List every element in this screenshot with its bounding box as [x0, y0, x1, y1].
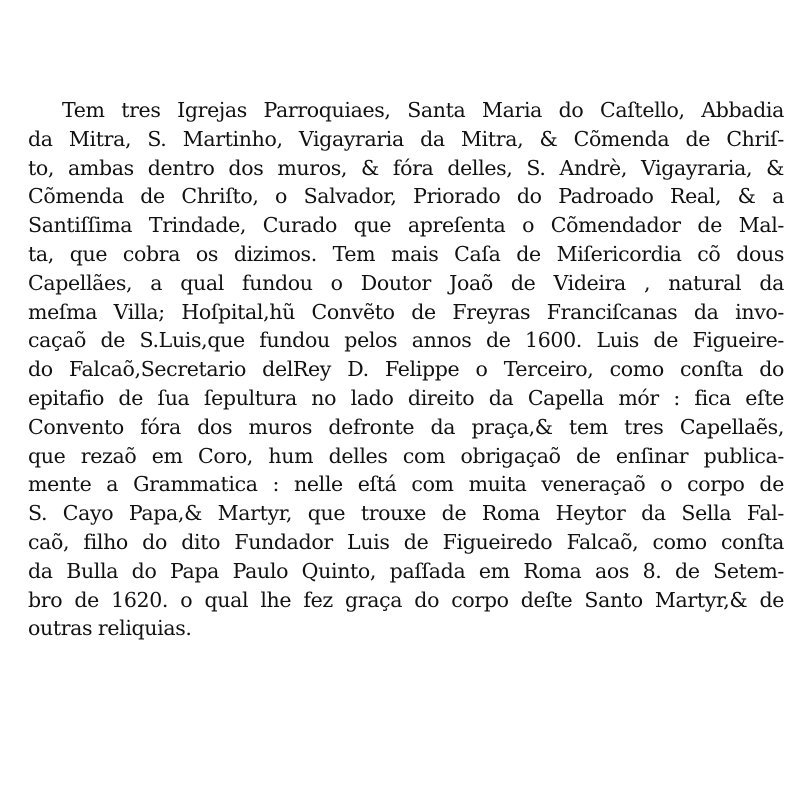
text-line: to, ambas dentro dos muros, & fóra delles, S. Andrè, Vigayraria, & [28, 155, 784, 180]
text-line: do Falcaõ,Secretario delRey D. Felippe o Terceiro, como conſta do [28, 357, 784, 382]
text-line: caõ, filho do dito Fundador Luis de Figueiredo Falcaõ, como conſta [28, 529, 784, 554]
text-line: da Mitra, S. Martinho, Vigayraria da Mitra, & Cõmenda de Chriſ- [28, 126, 784, 151]
text-line: Capellães, a qual fundou o Doutor Joaõ de Videira , natural da [28, 270, 784, 295]
text-line: meſma Villa; Hoſpital,hũ Convẽto de Freyras Franciſcanas da invo- [28, 299, 784, 324]
text-line: que rezaõ em Coro, hum delles com obrigaçaõ de enſinar publica- [28, 443, 784, 468]
text-line: mente a Grammatica : nelle eſtá com muita veneraçaõ o corpo de [28, 472, 784, 497]
text-line: bro de 1620. o qual lhe fez graça do corpo deſte Santo Martyr,& de [28, 587, 784, 612]
text-line: epitafio de ſua ſepultura no lado direito da Capella mór : fica eſte [28, 385, 784, 410]
text-line: Tem tres Igrejas Parroquiaes, Santa Maria do Caſtello, Abbadia [62, 98, 784, 122]
text-line: caçaõ de S.Luis,que fundou pelos annos de 1600. Luis de Figueire- [28, 328, 784, 353]
text-line: da Bulla do Papa Paulo Quinto, paſſada em Roma aos 8. de Setem- [28, 558, 784, 583]
paragraph [28, 96, 784, 643]
text-line: S. Cayo Papa,& Martyr, que trouxe de Roma Heytor da Sella Fal- [28, 501, 784, 526]
text-line: outras reliquias. [28, 616, 192, 641]
text-line: Convento fóra dos muros defronte da praça,& tem tres Capellaẽs, [28, 414, 784, 439]
text-line: ta, que cobra os dizimos. Tem mais Caſa de Miſericordia cõ dous [28, 241, 784, 266]
text-line: Cõmenda de Chriſto, o Salvador, Priorado do Padroado Real, & a [28, 184, 784, 209]
text-line: Santiſſima Trindade, Curado que apreſenta o Cõmendador de Mal- [28, 213, 784, 238]
